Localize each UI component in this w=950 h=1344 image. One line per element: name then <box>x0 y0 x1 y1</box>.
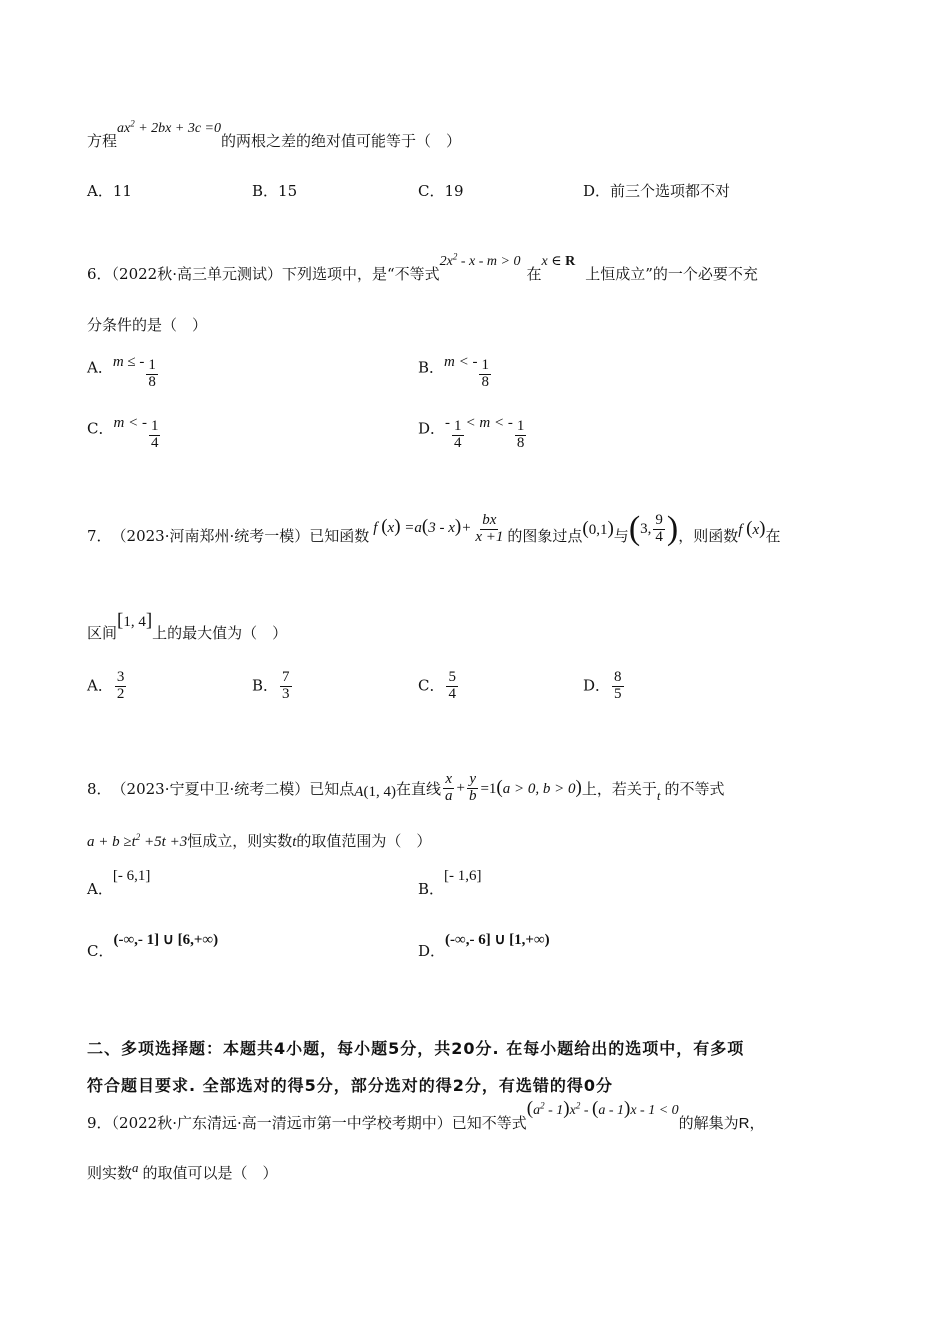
q7-point2: ( 3, $\frac{9}{4}$ ) <box>628 510 679 547</box>
q8-option-b: B．[- 1,6] <box>418 868 482 898</box>
q7-option-d: D． $\frac{8}{5}$ <box>583 669 622 702</box>
q5-equation: $ax^2 + 2bx + 3c =0$ <box>117 118 222 136</box>
q5-option-d: D．前三个选项都不对 <box>583 182 731 200</box>
q7-stem-line2: 区间[1, 4]上的最大值为（ ） <box>87 610 288 642</box>
q8-option-c: C．(-∞,- 1] ∪ [6,+∞) <box>87 932 219 960</box>
q8-option-a: A．[- 6,1] <box>87 868 151 898</box>
q6-option-c: C．m < - $\frac{1}{4}$ <box>87 415 159 451</box>
q7-interval: [1, 4] <box>117 610 153 631</box>
q8-var-t-2: t <box>292 834 297 850</box>
q6-inequality: $2x^2 - x - m > 0$ <box>439 251 521 269</box>
q7-fx: f (x) <box>738 518 766 539</box>
q7-point1: (0,1) <box>582 518 614 539</box>
q6-option-a: A．m ≤ - $\frac{1}{8}$ <box>87 354 156 390</box>
q6-domain: x ∈ R <box>541 254 576 269</box>
q9-inequality: $(a^2 - 1)x^2 - (a - 1)x - 1 < 0$ <box>526 1098 679 1119</box>
q5-option-a: A．11 <box>87 182 132 200</box>
q8-point: A(1, 4) <box>354 783 396 800</box>
q5-stem: 方程$ax^2 + 2bx + 3c =0$的两根之差的绝对值可能等于（ ） <box>87 118 462 150</box>
q7-option-a: A． $\frac{3}{2}$ <box>87 669 125 702</box>
section2-line2: 符合题目要求. 全部选对的得5分，部分选对的得2分，有选错的得0分 <box>87 1076 614 1095</box>
q5-option-b: B．15 <box>252 182 298 200</box>
q8-var-t: t <box>656 788 661 803</box>
q8-option-d: D．(-∞,- 6] ∪ [1,+∞) <box>418 932 550 960</box>
q6-option-b: B．m < - $\frac{1}{8}$ <box>418 354 489 390</box>
q9-stem-line2: 则实数a 的取值可以是（ ） <box>87 1160 278 1182</box>
q6-stem: 6．（2022秋·高三单元测试）下列选项中，是“不等式$2x^2 - x - m > 0$在x ∈ R上恒成立”的一个必要不充 <box>87 251 758 283</box>
q8-stem: 8． （2023·宁夏中卫·统考二模） 已知点 A(1, 4) 在直线 $\frac{x}{a}$ + $\frac{y}{b}$ =1(a > 0, b > 0) 上，若关于 t 的不等式 <box>87 770 725 804</box>
section2-heading: 二、多项选择题：本题共4小题，每小题5分，共20分. 在每小题给出的选项中，有多项 <box>87 1039 745 1058</box>
q6-stem-line2: 分条件的是（ ） <box>87 316 208 334</box>
q7-option-c: C． $\frac{5}{4}$ <box>418 669 456 702</box>
q8-inequality: $a + b \ge t^2 +5t +3$ <box>87 832 188 850</box>
q7-function: f (x) =a(3 - x)+ <box>373 516 472 537</box>
q8-line-condition: =1(a > 0, b > 0) <box>480 777 582 798</box>
q7-option-b: B． $\frac{7}{3}$ <box>252 669 290 702</box>
q6-option-d: D．- $\frac{1}{4}$ < m < - $\frac{1}{8}$ <box>418 415 525 451</box>
q9-stem: 9．（2022秋·广东清远·高一清远市第一中学校考期中）已知不等式$(a^2 - 1)x^2 - (a - 1)x - 1 < 0$的解集为R， <box>87 1098 765 1132</box>
q7-stem: 7． （2023·河南郑州·统考一模） 已知函数 f (x) =a(3 - x)+ $\frac{bx}{x +1}$ 的图象过点 (0,1) 与 ( 3, $\frac{9}{4}$ ) ，则函数 f (x) 在 <box>87 510 781 547</box>
q8-stem-line2: $a + b \ge t^2 +5t +3$恒成立，则实数t的取值范围为（ ） <box>87 832 432 850</box>
q5-option-c: C．19 <box>418 182 464 200</box>
